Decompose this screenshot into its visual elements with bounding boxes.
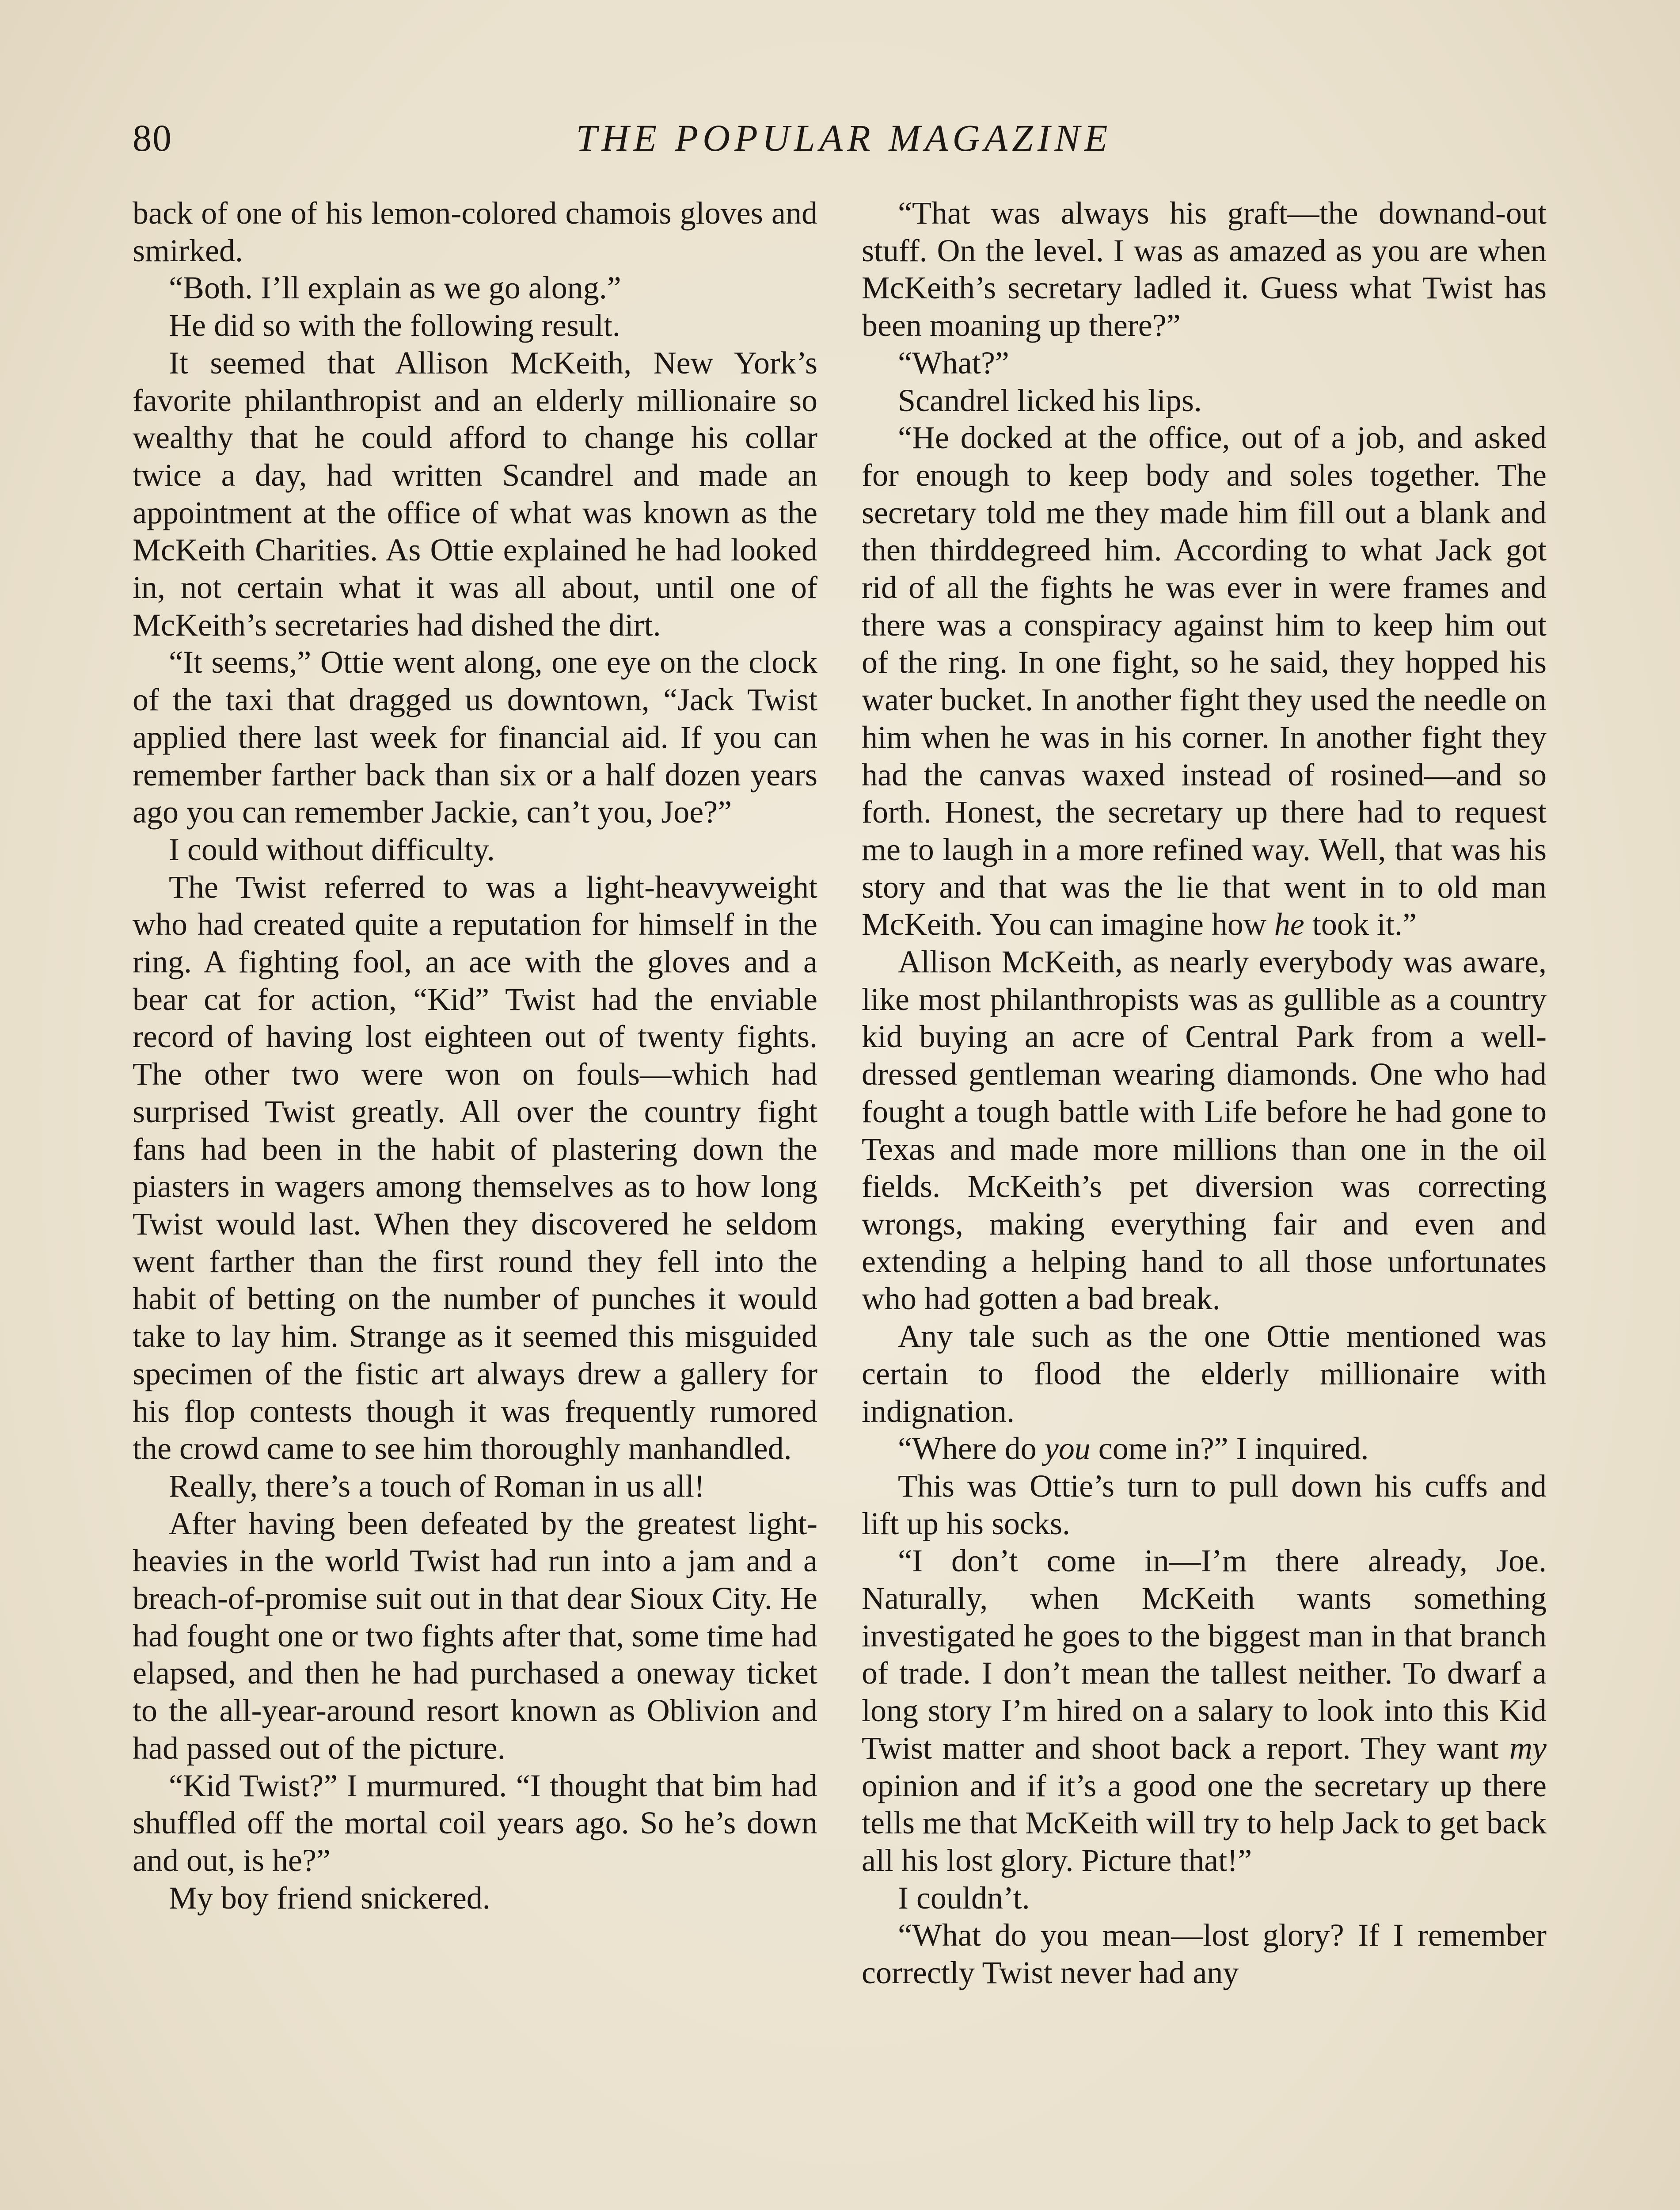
paragraph: Really, there’s a touch of Roman in us all! [169, 1468, 705, 1504]
text-run: “Where do [898, 1431, 1045, 1467]
paragraph: “Kid Twist?” I murmured. “I thought that bim had shuffled off the mortal coil years ago. So he’s down and out, is he?” [133, 1768, 817, 1878]
paragraph: “Both. I’ll explain as we go along.” [169, 270, 621, 306]
paragraph: Allison McKeith, as nearly everybody was aware, like most philanthropists was as gullible as a country kid buying an acre of Central Park from a well-dressed gentleman wearing diamonds. One who had fought a tough battle with Life before he had gone to Texas and made more millions than one in the oil fields. McKeith’s pet diversion was correcting wrongs, making everything fair and even and extending a helping hand to all those unfortunates who had gotten a bad break. [862, 944, 1547, 1317]
text-run: “He docked at the office, out of a job, and asked for enough to keep body and soles together. The secretary told me they made him fill out a blank and then thirddegreed him. According to what Jack got rid of all the fights he was ever in were frames and there was a conspiracy against him to keep him out of the ring. In one fight, so he said, they hopped his water bucket. In another fight they used the needle on him when he was in his corner. In another fight they had the canvas waxed instead of rosined—and so forth. Honest, the secretary up there had to request me to laugh in a more refined way. Well, that was his story and that was the lie that went in to old man McKeith. You can imagine how [862, 420, 1547, 942]
paragraph [862, 1430, 1547, 1467]
paragraph: I could without difficulty. [169, 831, 495, 867]
paragraph: “It seems,” Ottie went along, one eye on the clock of the taxi that dragged us downtown, “Jack Twist applied there last week for financial aid. If you can remember farther back than six or a half dozen years ago you can remember Jackie, can’t you, Joe?” [133, 644, 817, 830]
paragraph: He did so with the following result. [169, 308, 620, 343]
text-run: “I don’t come in—I’m there already, Joe. Naturally, when McKeith wants something investigated he goes to the biggest man in that branch of trade. I don’t mean the tallest neither. To dwarf a long story I’m hired on a salary to look into this Kid Twist matter and shoot back a report. They want [862, 1543, 1547, 1766]
paragraph: back of one of his lemon-colored chamois gloves and smirked. [133, 195, 817, 268]
right-column [862, 194, 1547, 1992]
paragraph: This was Ottie’s turn to pull down his cuffs and lift up his socks. [862, 1468, 1547, 1541]
emphasis: you [1044, 1431, 1091, 1467]
paragraph: My boy friend snickered. [169, 1880, 490, 1916]
paragraph: It seemed that Allison McKeith, New York’s favorite philanthropist and an elderly millionaire so wealthy that he could afford to change his collar twice a day, had written Scandrel and made an appointment at the office of what was known as the McKeith Charities. As Ottie explained he had looked in, not certain what it was all about, until one of McKeith’s secretaries had dished the dirt. [133, 345, 817, 643]
paragraph: I couldn’t. [898, 1880, 1030, 1916]
paragraph [862, 1542, 1547, 1879]
text-run: took it.” [1304, 907, 1417, 942]
page-header [133, 116, 1555, 164]
left-column [133, 194, 817, 1917]
paragraph: The Twist referred to was a light-heavyweight who had created quite a reputation for himself in the ring. A fighting fool, an ace with the gloves and a bear cat for action, “Kid” Twist had the enviable record of having lost eighteen out of twenty fights. The other two were won on fouls—which had surprised Twist greatly. All over the country fight fans had been in the habit of plastering down the piasters in wagers among themselves as to how long Twist would last. When they discovered he seldom went farther than the first round they fell into the habit of betting on the number of punches it would take to lay him. Strange as it seemed this misguided specimen of the fistic art always drew a gallery for his flop contests though it was frequently rumored the crowd came to see him thoroughly manhandled. [133, 869, 817, 1467]
paragraph: “What?” [898, 345, 1009, 381]
paragraph: After having been defeated by the greatest light-heavies in the world Twist had run into a jam and a breach-of-promise suit out in that dear Sioux City. He had fought one or two fights after that, some time had elapsed, and then he had purchased a oneway ticket to the all-year-around resort known as Oblivion and had passed out of the picture. [133, 1505, 817, 1766]
running-title: THE POPULAR MAGAZINE [576, 117, 1112, 159]
text-run: come in?” I inquired. [1090, 1431, 1369, 1467]
text-run: opinion and if it’s a good one the secretary up there tells me that McKeith will try to help Jack to get back all his lost glory. Picture that!” [862, 1768, 1547, 1878]
emphasis: he [1274, 907, 1304, 942]
paragraph: “That was always his graft—the downand-out stuff. On the level. I was as amazed as you are when McKeith’s secretary ladled it. Guess what Twist has been moaning up there?” [862, 195, 1547, 343]
page-number: 80 [133, 117, 172, 159]
paragraph [862, 419, 1547, 943]
paragraph: “What do you mean—lost glory? If I remember correctly Twist never had any [862, 1917, 1547, 1991]
paragraph: Scandrel licked his lips. [898, 382, 1202, 418]
paragraph: Any tale such as the one Ottie mentioned was certain to flood the elderly millionaire with indignation. [862, 1318, 1547, 1429]
emphasis: my [1509, 1730, 1547, 1766]
